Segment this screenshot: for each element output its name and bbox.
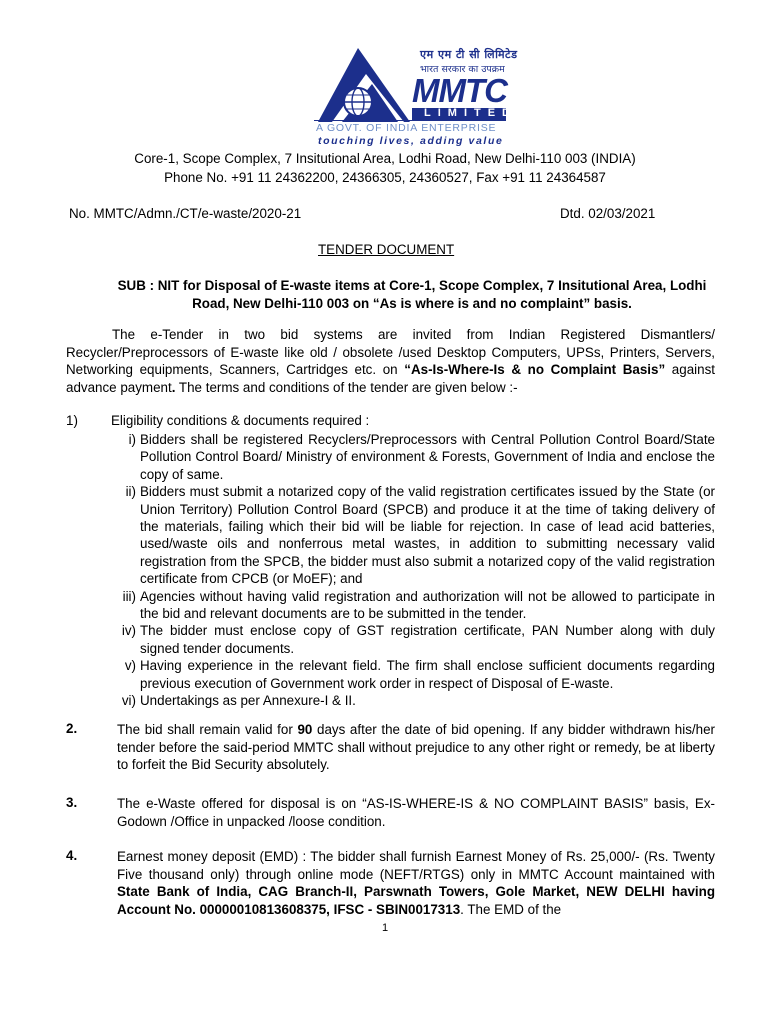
- page-number: 1: [381, 922, 389, 934]
- clause-4-bold: State Bank of India, CAG Branch-II, Parswnath Towers, Gole Market, NEW DELHI having Account No. 00000010813608375, IFSC - SBIN0017313: [117, 884, 715, 917]
- logo-hindi-name: एम एम टी सी लिमिटेड: [420, 48, 518, 61]
- list-item-text: Having experience in the relevant field. The firm shall enclose sufficient documents regarding previous execution of Government work order in respect of Disposal of E-waste.: [140, 658, 715, 691]
- list-item: [111, 657, 715, 692]
- list-marker: iii): [122, 588, 136, 604]
- clause-1-heading: Eligibility conditions & documents required :: [111, 413, 370, 428]
- eligibility-list: [111, 431, 715, 710]
- logo-tagline: touching lives, adding value: [318, 135, 504, 147]
- company-address: Core-1, Scope Complex, 7 Insitutional Area, Lodhi Road, New Delhi-110 003 (INDIA): [134, 151, 636, 166]
- logo-govt-enterprise: A GOVT. OF INDIA ENTERPRISE: [316, 122, 497, 134]
- clause-3-number: 3.: [66, 795, 78, 810]
- intro-text-2: against advance payment: [66, 362, 715, 395]
- clause-2-number: 2.: [66, 721, 78, 736]
- list-marker: iv): [121, 623, 136, 639]
- list-item: [111, 692, 715, 709]
- intro-text-3: The terms and conditions of the tender are given below :-: [175, 379, 518, 395]
- list-item-text: Undertakings as per Annexure-I & II.: [140, 693, 356, 709]
- clause-2-bold: 90: [297, 722, 313, 737]
- list-item-text: The bidder must enclose copy of GST registration certificate, PAN Number along with duly signed tender documents.: [140, 623, 715, 656]
- list-marker: vi): [121, 693, 136, 709]
- list-marker: ii): [125, 484, 136, 500]
- mmtc-logo: [314, 44, 518, 148]
- list-item-text: Bidders shall be registered Recyclers/Preprocessors with Central Pollution Control Board/State Pollution Control Board/ Ministry of environment & Forests, Government of India and enclose the copy of same.: [140, 432, 715, 482]
- logo-hindi-subtitle: भारत सरकार का उपक्रम: [420, 64, 505, 75]
- list-marker: v): [124, 658, 136, 674]
- reference-number: No. MMTC/Admn./CT/e-waste/2020-21: [69, 206, 302, 221]
- clause-4-text-1: Earnest money deposit (EMD) : The bidder shall furnish Earnest Money of Rs. 25,000/- (Rs. Twenty Five thousand only) through online mode (NEFT/RTGS) only in MMTC Account maintained with: [117, 849, 715, 882]
- document-title: TENDER DOCUMENT: [318, 242, 455, 257]
- document-date: Dtd. 02/03/2021: [560, 206, 656, 221]
- logo-limited: LIMITED: [424, 107, 517, 119]
- clause-4-number: 4.: [66, 848, 78, 863]
- clause-1-number: 1): [66, 413, 78, 428]
- list-item-text: Bidders must submit a notarized copy of the valid registration certificates issued by the State (or Union Territory) Pollution Control Board (SPCB) and produce it at the time of taking delivery of the materials, failing which their bid will be liable for rejection. In case of lead acid batteries, used/waste oils and nonferrous metal wastes, in addition to submitting necessary valid registration from the SPCB, the bidder must also submit a notarized copy of the valid registration certificate from CPCB (or MoEF); and: [140, 484, 715, 587]
- clause-3-text: The e-Waste offered for disposal is on “AS-IS-WHERE-IS & NO COMPLAINT BASIS” basis, Ex-Godown /Office in unpacked /loose condition.: [117, 796, 715, 829]
- list-item: [111, 483, 715, 587]
- clause-2-text-2: days after the date of bid opening. If any bidder withdrawn his/her tender before the said-period MMTC shall without prejudice to any other right or remedy, be at liberty to forfeit the Bid Security absolutely.: [117, 722, 715, 773]
- intro-bold-1: “As-Is-Where-Is & no Complaint Basis”: [404, 362, 666, 378]
- clause-2-text: [117, 721, 715, 774]
- list-item-text: Agencies without having valid registration and authorization will not be allowed to participate in the bid and relevant documents are to be submitted in the tender.: [140, 588, 715, 622]
- clause-2-text-1: The bid shall remain valid for: [117, 722, 298, 737]
- list-item: [111, 431, 715, 483]
- subject-line: SUB : NIT for Disposal of E-waste items at Core-1, Scope Complex, 7 Insitutional Area, Lodhi Road, New Delhi-110 003 on “As is where is and no complaint” basis.: [117, 278, 707, 311]
- list-item: [111, 588, 715, 623]
- intro-paragraph: [66, 326, 715, 396]
- clause-4-text-2: . The EMD of the: [460, 901, 562, 917]
- list-item: [111, 622, 715, 657]
- logo-wordmark: MMTC: [412, 72, 507, 109]
- list-marker: i): [128, 432, 136, 447]
- intro-bold-2: .: [171, 379, 176, 395]
- company-phone: Phone No. +91 11 24362200, 24366305, 24360527, Fax +91 11 24364587: [164, 170, 606, 185]
- intro-text-1: The e-Tender in two bid systems are invited from Indian Registered Dismantlers/ Recycler/Preprocessors of E-waste like old / obsolete /used Desktop Computers, UPSs, Printers, Servers, Networking equipments, Scanners, Cartridges etc. on: [66, 327, 715, 378]
- clause-4-text: [117, 848, 715, 918]
